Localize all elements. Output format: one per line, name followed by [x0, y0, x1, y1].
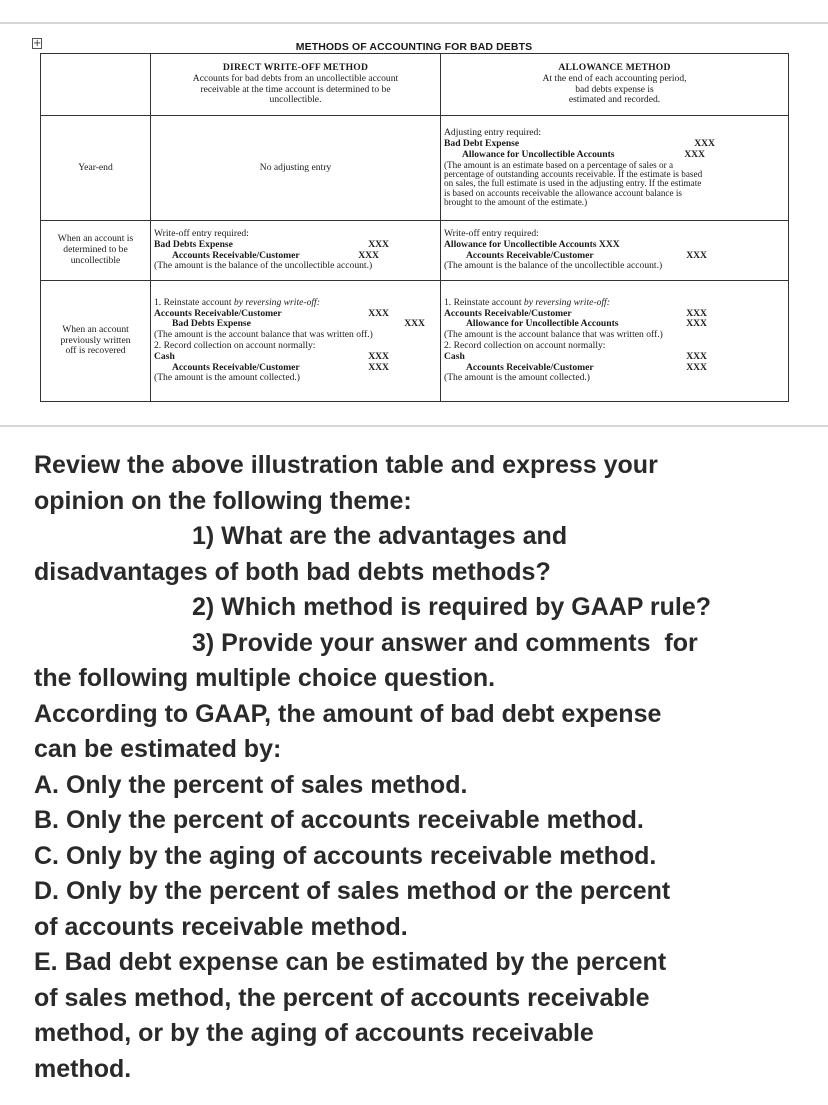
direct-recovered-cell [151, 281, 441, 402]
entry-line: 1. Reinstate account by reversing write-off: [154, 296, 320, 308]
entry-note: (The amount is the balance of the uncollectible account.) [154, 260, 373, 272]
section-divider [0, 425, 828, 427]
estimate-note: (The amount is an estimate based on a percentage of sales or a percentage of outstanding accounts receivable. If the estimate is based on sales, the full estimate is used in the adjusting entry. If the estimate is based on accounts receivable the allowance account balance is brought to the amount of the estimate.) [444, 159, 703, 208]
entry-line: Accounts Receivable/Customer XXX [466, 361, 707, 373]
direct-desc-1: Accounts for bad debts from an uncollectible account [192, 72, 399, 84]
option-e-line-4: method. [34, 1054, 132, 1083]
entry-line: Adjusting entry required: [444, 127, 541, 139]
entry-line: Accounts Receivable/Customer XXX [172, 361, 389, 373]
question-1-line-1: 1) What are the advantages and [192, 522, 568, 550]
direct-desc-2: receivable at the time account is determined to be [200, 83, 391, 95]
entry-line: Cash XXX [444, 350, 707, 362]
table-header-row [41, 54, 789, 116]
entry-line: Accounts Receivable/Customer XXX [444, 307, 707, 319]
entry-note: (The amount is the amount collected.) [444, 372, 590, 384]
entry-line: Allowance for Uncollectible Accounts XXX [462, 148, 705, 160]
entry-line: 1. Reinstate account by reversing write-off: [444, 296, 610, 308]
question-1-line-2: disadvantages of both bad debts methods? [34, 557, 551, 586]
entry-line: Allowance for Uncollectible Accounts XXX [466, 318, 707, 330]
allowance-recovered-cell [441, 281, 789, 402]
entry-line: Bad Debts Expense XXX [172, 318, 425, 330]
entry-line: Allowance for Uncollectible Accounts XXX [444, 238, 620, 250]
expand-icon[interactable]: + [33, 38, 42, 49]
entry-line: Write-off entry required: [444, 227, 539, 239]
question-block [34, 448, 804, 1087]
entry-line: 2. Record collection on account normally: [154, 340, 316, 351]
question-3-line-2: the following multiple choice question. [34, 664, 496, 692]
allowance-desc-1: At the end of each accounting period, [542, 72, 687, 84]
intro-line-2: opinion on the following theme: [34, 486, 412, 515]
option-d-line-1: D. Only by the percent of sales method or the percent [34, 877, 671, 905]
allowance-desc-3: estimated and recorded. [568, 94, 661, 106]
row-label-writeoff: When an account is determined to be uncollectible [41, 221, 151, 281]
direct-writeoff-cell [151, 221, 441, 281]
entry-note: (The amount is the amount collected.) [154, 372, 300, 384]
corner-cell [41, 54, 151, 116]
option-e-line-1: E. Bad debt expense can be estimated by the percent [34, 948, 667, 976]
entry-line: Accounts Receivable/Customer XXX [154, 307, 389, 319]
question-3-line-1: 3) Provide your answer and comments for [192, 628, 698, 657]
stem-line-2: can be estimated by: [34, 735, 282, 763]
row-label-recovered: When an account previously written off is recovered [41, 281, 151, 402]
question-2: 2) Which method is required by GAAP rule? [192, 593, 712, 621]
entry-note: (The amount is the account balance that was written off.) [444, 329, 663, 341]
entry-line: Bad Debts Expense XXX [154, 238, 389, 250]
table-row-recovered [41, 281, 789, 402]
direct-header [151, 54, 441, 116]
option-a: A. Only the percent of sales method. [34, 770, 468, 799]
allowance-title: ALLOWANCE METHOD [558, 61, 671, 73]
document-title: METHODS OF ACCOUNTING FOR BAD DEBTS [295, 41, 533, 53]
direct-desc-3: uncollectible. [269, 94, 322, 106]
option-d-line-2: of accounts receivable method. [34, 912, 408, 941]
entry-note: (The amount is the account balance that was written off.) [154, 329, 373, 341]
row-label-yearend: Year-end [41, 116, 151, 221]
entry-line: Accounts Receivable/Customer XXX [466, 249, 707, 261]
top-divider [0, 22, 828, 24]
direct-yearend-cell: No adjusting entry [151, 116, 441, 221]
entry-line: Write-off entry required: [154, 227, 249, 239]
allowance-yearend-cell [441, 116, 789, 221]
option-b: B. Only the percent of accounts receivable method. [34, 806, 644, 834]
allowance-desc-2: bad debts expense is [575, 83, 654, 95]
allowance-writeoff-cell [441, 221, 789, 281]
stem-line-1: According to GAAP, the amount of bad debt expense [34, 699, 662, 728]
entry-line: Cash XXX [154, 350, 389, 362]
entry-note: (The amount is the balance of the uncollectible account.) [444, 260, 663, 272]
entry-line: Accounts Receivable/Customer XXX [172, 249, 379, 261]
intro-line-1: Review the above illustration table and express your [34, 451, 658, 479]
allowance-header [441, 54, 789, 116]
direct-title: DIRECT WRITE-OFF METHOD [222, 61, 369, 73]
option-c: C. Only by the aging of accounts receivable method. [34, 841, 657, 870]
option-e-line-3: method, or by the aging of accounts receivable [34, 1019, 594, 1047]
option-e-line-2: of sales method, the percent of accounts receivable [34, 983, 650, 1012]
table-row-yearend [41, 116, 789, 221]
methods-table [40, 53, 789, 402]
entry-line: Bad Debt Expense XXX [444, 138, 715, 150]
entry-line: 2. Record collection on account normally: [444, 340, 606, 351]
table-row-writeoff [41, 221, 789, 281]
